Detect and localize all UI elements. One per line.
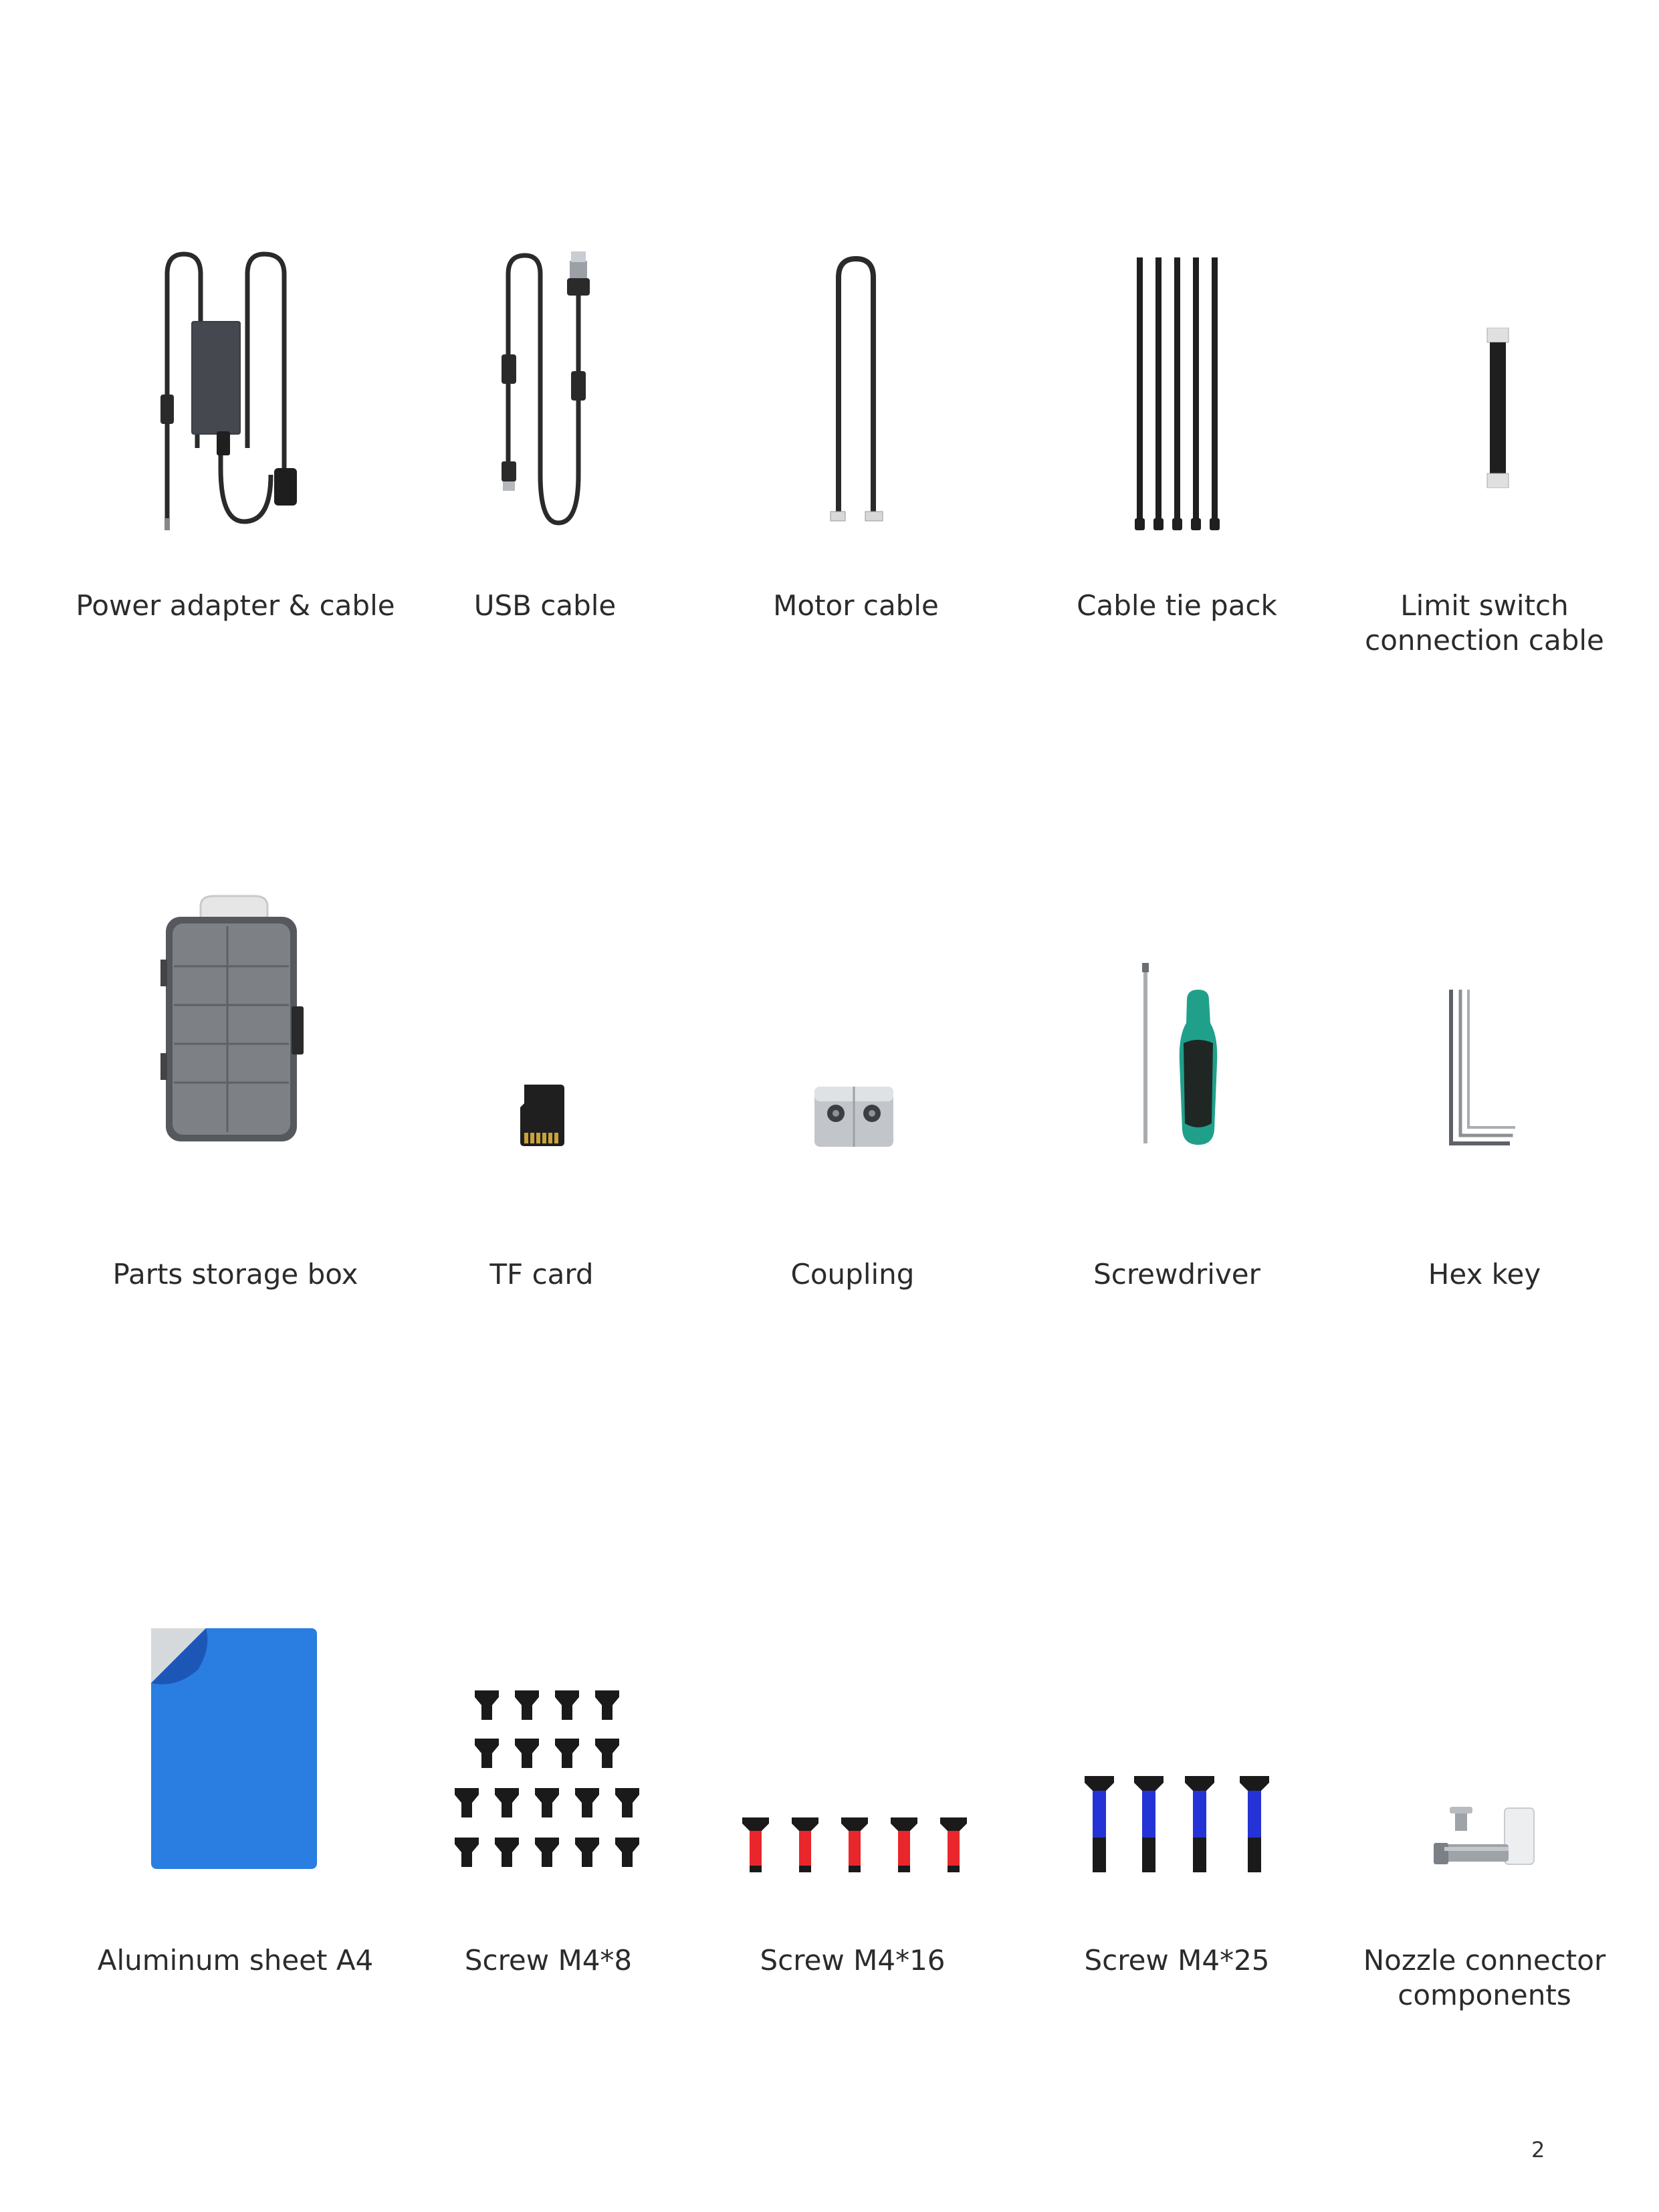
item-label: Parts storage box [112, 1258, 358, 1291]
item-label: Screw M4*25 [1084, 1944, 1270, 1977]
cable-tie-icon [1130, 257, 1224, 532]
item-label: Motor cable [773, 589, 939, 622]
screwdriver-icon [1137, 963, 1230, 1147]
nozzle-connector-icon [1431, 1807, 1538, 1876]
usb-cable-icon [488, 247, 595, 535]
power-adapter-icon [147, 247, 308, 535]
item-label: Screwdriver [1093, 1258, 1260, 1291]
limit-switch-cable-icon [1483, 328, 1513, 488]
storage-box-icon [160, 893, 308, 1147]
item-label: Coupling [790, 1258, 915, 1291]
item-label: Limit switch connection cable [1365, 589, 1604, 657]
item-label: Aluminum sheet A4 [97, 1944, 374, 1977]
item-label: Cable tie pack [1077, 589, 1277, 622]
item-label: TF card [489, 1258, 594, 1291]
motor-cable-icon [822, 251, 889, 532]
item-label: Power adapter & cable [76, 589, 395, 622]
item-label: Nozzle connector components [1363, 1944, 1606, 2011]
item-label: USB cable [473, 589, 617, 622]
hex-key-icon [1444, 990, 1518, 1147]
tf-card-icon [520, 1085, 564, 1146]
item-label: Screw M4*16 [760, 1944, 946, 1977]
aluminum-sheet-icon [151, 1628, 317, 1869]
item-label: Hex key [1428, 1258, 1541, 1291]
page-number: 2 [1531, 2137, 1545, 2163]
screw-m4-8-icon [452, 1690, 646, 1871]
screw-m4-16-icon [741, 1817, 968, 1874]
screw-m4-25-icon [1083, 1776, 1277, 1874]
coupling-icon [814, 1087, 893, 1147]
item-label: Screw M4*8 [464, 1944, 633, 1977]
